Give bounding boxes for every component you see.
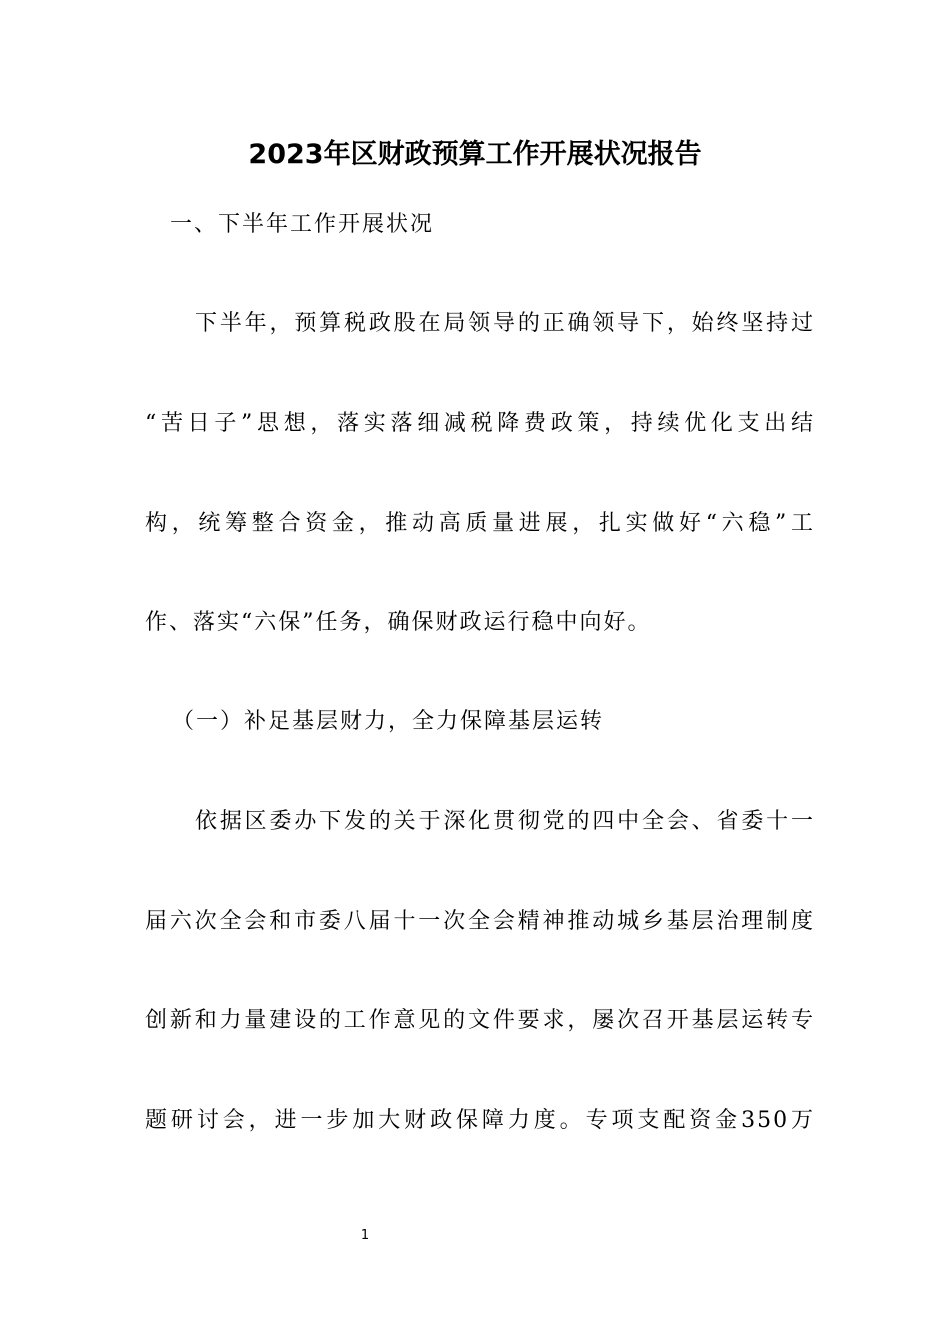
paragraph-line: 创新和力量建设的工作意见的文件要求，屡次召开基层运转专 (145, 1008, 815, 1033)
paragraph-line: 下半年，预算税政股在局领导的正确领导下，始终坚持过 (195, 311, 815, 336)
paragraph-line: 依据区委办下发的关于深化贯彻党的四中全会、省委十一 (195, 809, 815, 834)
paragraph-line: 作、落实“六保”任务，确保财政运行稳中向好。 (145, 610, 652, 635)
paragraph-line: “苦日子”思想，落实落细减税降费政策，持续优化支出结 (145, 411, 815, 436)
paragraph-line: 构，统筹整合资金，推动高质量进展，扎实做好“六稳”工 (145, 511, 815, 536)
page-number: 1 (360, 1228, 370, 1243)
paragraph-line: 题研讨会，进一步加大财政保障力度。专项支配资金350万 (145, 1108, 815, 1133)
subsection-heading: （一）补足基层财力，全力保障基层运转 (172, 709, 605, 734)
section-heading: 一、下半年工作开展状况 (170, 212, 435, 237)
document-title: 2023年区财政预算工作开展状况报告 (248, 139, 702, 170)
paragraph-line: 届六次全会和市委八届十一次全会精神推动城乡基层治理制度 (145, 909, 815, 934)
